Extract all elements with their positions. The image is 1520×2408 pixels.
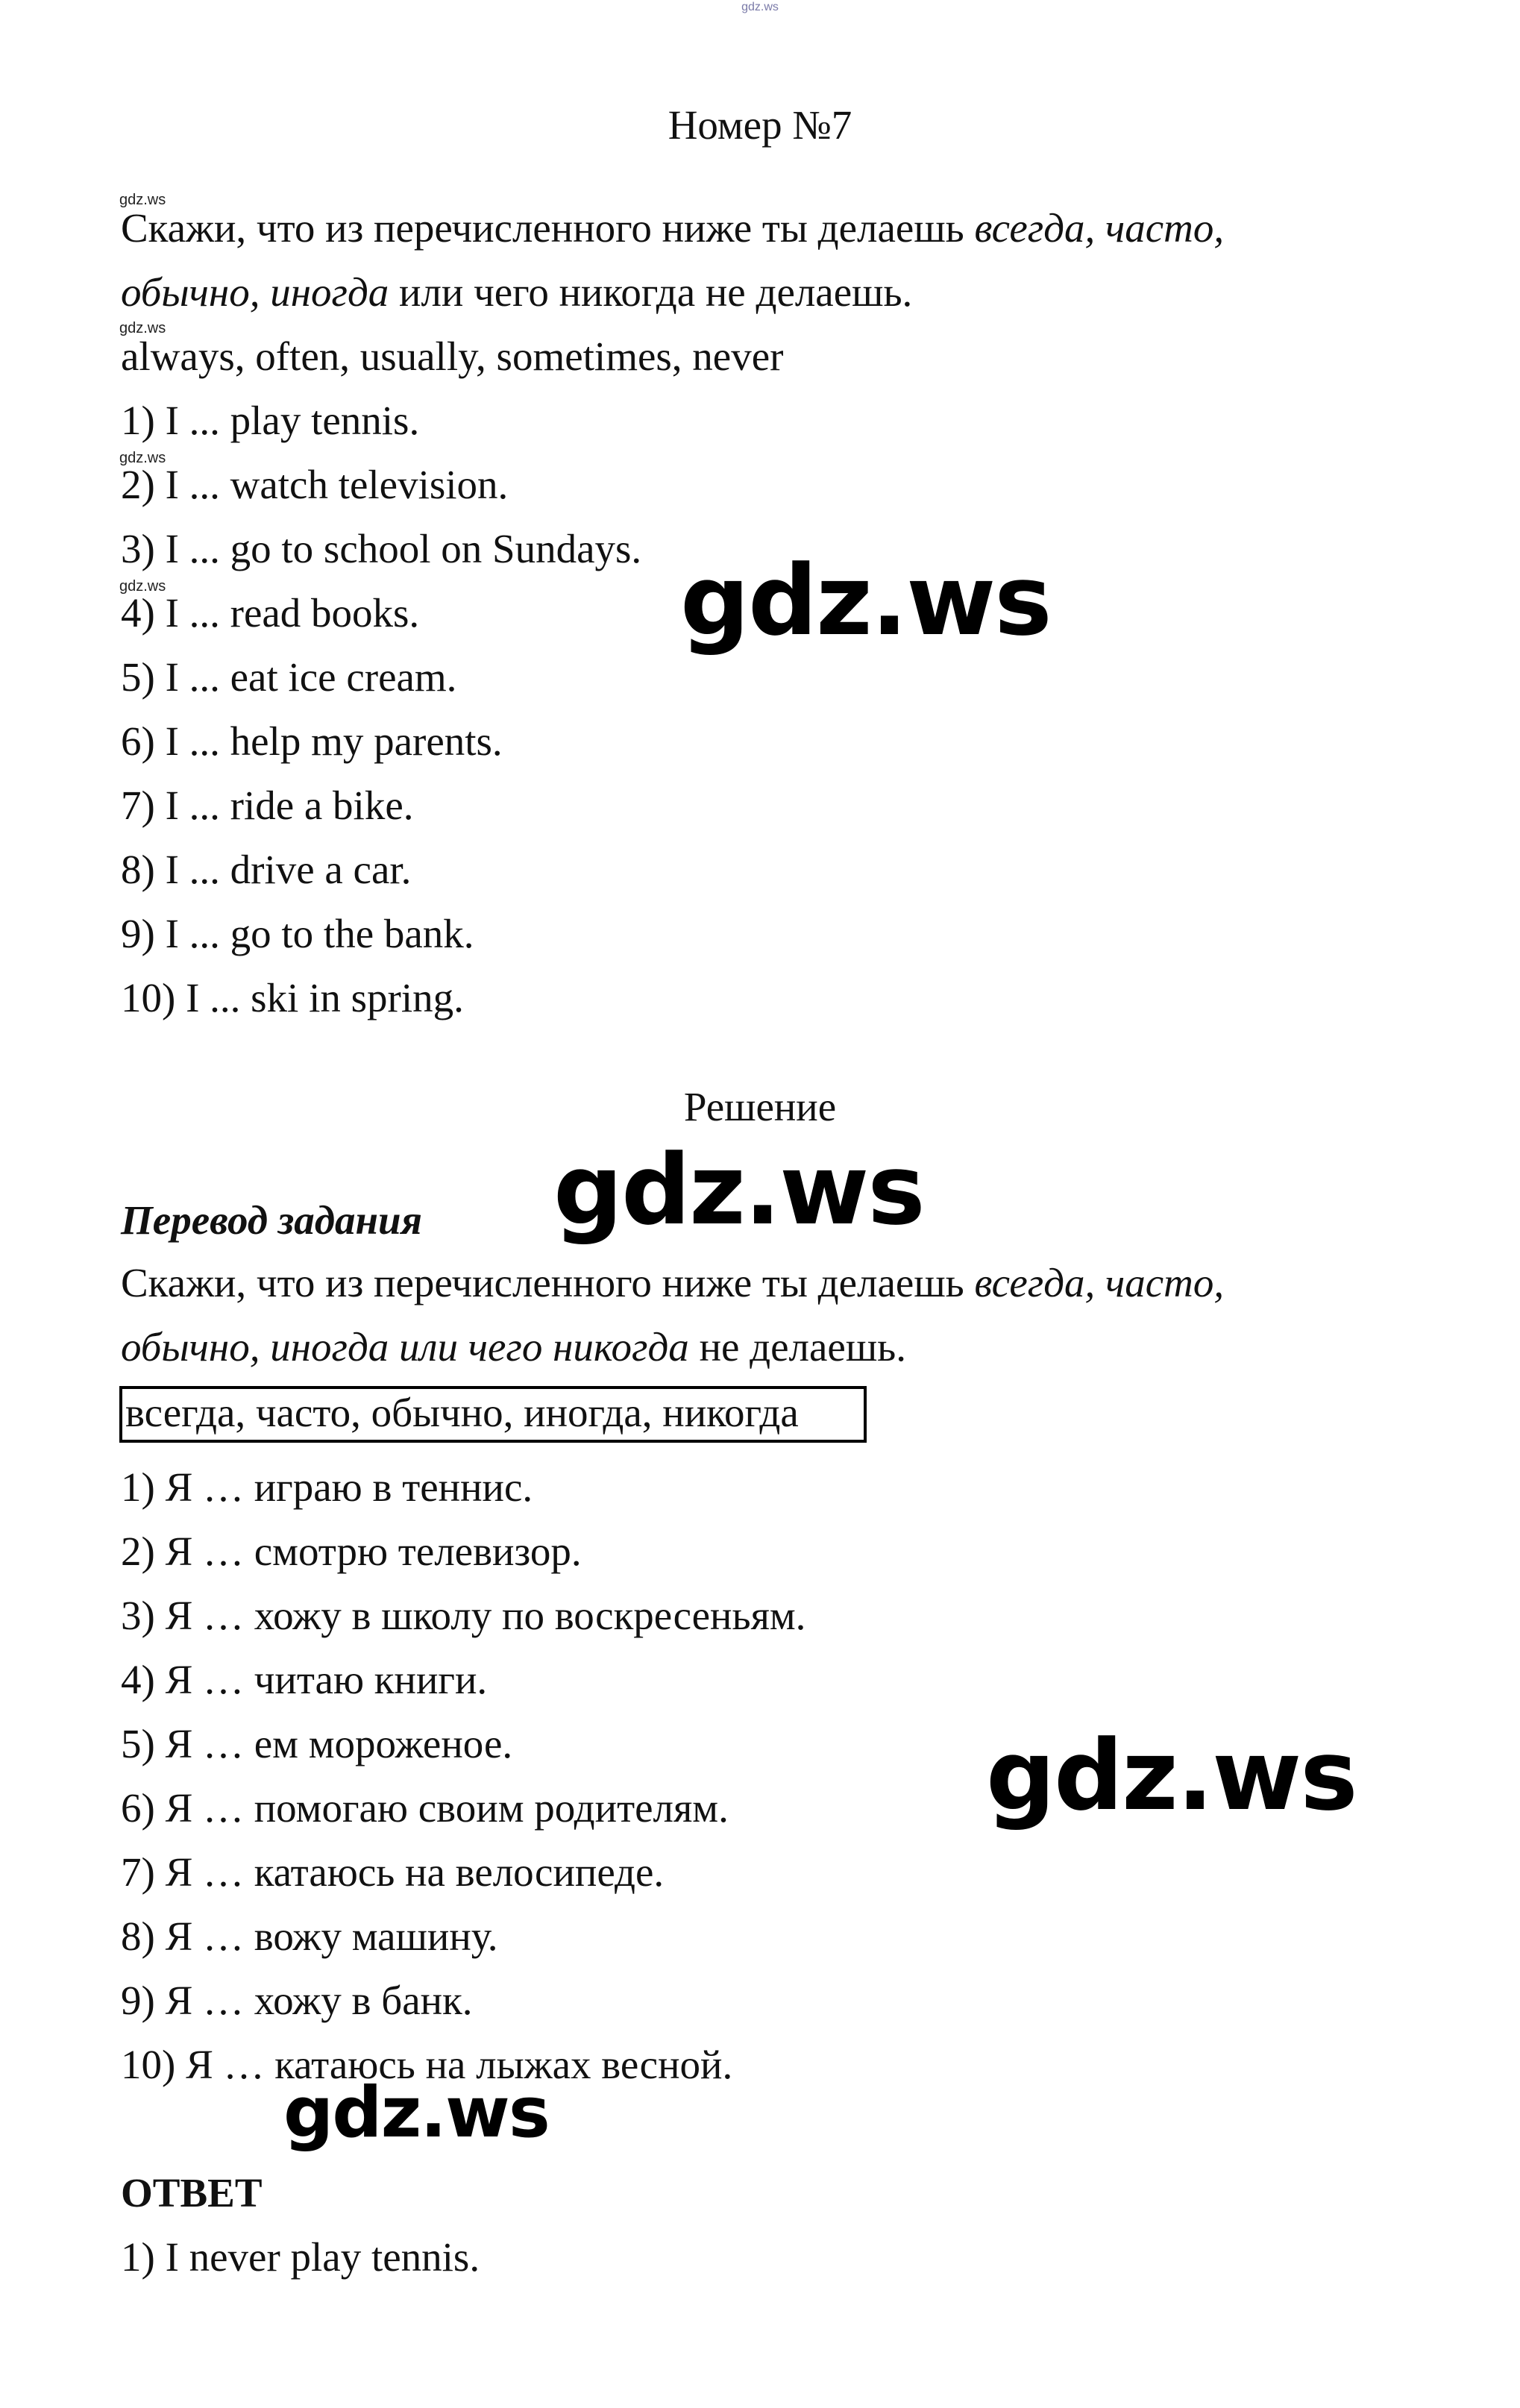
boxed-words: всегда, часто, обычно, иногда, никогда <box>119 1386 867 1443</box>
task-item-2: 2) I ... watch television. <box>121 462 509 507</box>
translation-heading: Перевод задания <box>121 1197 422 1243</box>
watermark-small-2: gdz.ws <box>119 320 166 336</box>
translation-item-6: 6) Я … помогаю своим родителям. <box>121 1785 729 1831</box>
task-item-7: 7) I ... ride a bike. <box>121 783 414 828</box>
task-item-10: 10) I ... ski in spring. <box>121 975 464 1020</box>
watermark-top: gdz.ws <box>741 1 779 13</box>
translation-item-9: 9) Я … хожу в банк. <box>121 1978 473 2023</box>
task-words: always, often, usually, sometimes, never <box>121 333 784 379</box>
translation-item-8: 8) Я … вожу машину. <box>121 1913 498 1959</box>
solution-heading: Решение <box>683 1084 837 1129</box>
task-item-3: 3) I ... go to school on Sundays. <box>121 526 642 571</box>
task-item-6: 6) I ... help my parents. <box>121 718 503 764</box>
translation-line-1-normal: Скажи, что из перечисленного ниже ты делаешь <box>121 1260 975 1305</box>
page-title: Номер №7 <box>668 102 852 148</box>
answer-heading: ОТВЕТ <box>121 2170 263 2216</box>
task-item-9: 9) I ... go to the bank. <box>121 911 474 956</box>
translation-item-4: 4) Я … читаю книги. <box>121 1657 488 1702</box>
answer-item-1: 1) I never play tennis. <box>121 2234 480 2280</box>
translation-item-1: 1) Я … играю в теннис. <box>121 1464 533 1510</box>
task-line-1-italic: всегда, часто, <box>974 205 1225 251</box>
translation-item-2: 2) Я … смотрю телевизор. <box>121 1528 582 1574</box>
translation-item-10: 10) Я … катаюсь на лыжах весной. <box>121 2042 733 2087</box>
task-line-2-italic: обычно, иногда <box>121 269 389 315</box>
watermark-small-4: gdz.ws <box>119 578 166 595</box>
task-line-1 <box>121 205 1225 251</box>
task-item-8: 8) I ... drive a car. <box>121 847 412 892</box>
watermark-small-1: gdz.ws <box>119 192 166 208</box>
translation-line-1-italic: всегда, часто, <box>974 1260 1225 1305</box>
watermark-large-3: gdz.ws <box>986 1719 1357 1832</box>
task-item-5: 5) I ... eat ice cream. <box>121 654 457 700</box>
task-item-1: 1) I ... play tennis. <box>121 398 420 443</box>
task-item-4: 4) I ... read books. <box>121 590 420 636</box>
translation-item-3: 3) Я … хожу в школу по воскресеньям. <box>121 1593 806 1638</box>
translation-line-2 <box>121 1324 907 1370</box>
watermark-large-4: gdz.ws <box>283 2072 549 2154</box>
translation-line-2-italic: обычно, иногда или чего никогда <box>121 1324 689 1370</box>
translation-item-5: 5) Я … ем мороженое. <box>121 1721 513 1766</box>
task-line-1-normal: Скажи, что из перечисленного ниже ты делаешь <box>121 205 975 251</box>
task-line-2 <box>121 269 913 315</box>
task-line-2-normal: или чего никогда не делаешь. <box>389 269 913 315</box>
translation-line-2-normal: не делаешь. <box>688 1324 907 1370</box>
translation-line-1 <box>121 1262 1224 1303</box>
translation-item-7: 7) Я … катаюсь на велосипеде. <box>121 1849 665 1895</box>
watermark-large-2: gdz.ws <box>553 1133 924 1247</box>
watermark-large-1: gdz.ws <box>680 544 1051 657</box>
watermark-small-3: gdz.ws <box>119 450 166 466</box>
